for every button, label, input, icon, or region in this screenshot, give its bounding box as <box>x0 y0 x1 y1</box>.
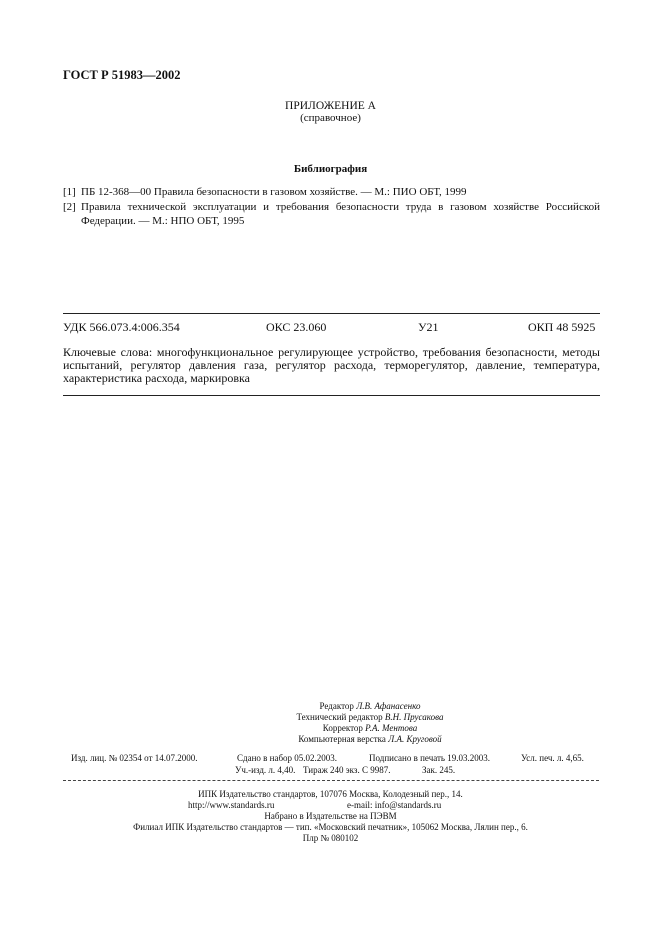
reference-text: Правила технической эксплуатации и требования безопасности труда в газовом хозяйстве Российской Федерации. — М.: НПО ОБТ, 1995 <box>81 201 600 227</box>
editor-line: Редактор Л.В. Афанасенко <box>319 701 421 711</box>
reference-number: [2] <box>63 201 76 213</box>
branch-address: Филиал ИПК Издательство стандартов — тип. «Московский печатник», 105062 Москва, Лялин пер., 6. <box>133 822 528 832</box>
imprint-divider <box>63 780 599 781</box>
appendix-subtitle: (справочное) <box>300 112 361 124</box>
order-number: Зак. 245. <box>422 765 456 775</box>
editor-line: Компьютерная верстка Л.А. Круговой <box>298 734 442 744</box>
editor-line: Корректор Р.А. Ментова <box>322 723 418 733</box>
publisher-sheets: Уч.-изд. л. 4,40. <box>235 765 296 775</box>
website-link[interactable]: http://www.standards.ru <box>188 800 275 810</box>
u-code: У21 <box>418 320 439 334</box>
publisher-address: ИПК Издательство стандартов, 107076 Москва, Колодезный пер., 14. <box>198 789 463 799</box>
keywords: Ключевые слова: многофункциональное регулирующее устройство, требования безопасности, методы испытаний, регулятор давления газа, регулятор расхода, терморегулятор, давление, температура, характеристика расхода, маркировка <box>63 345 600 385</box>
bibliography-title: Библиография <box>293 163 368 175</box>
top-divider <box>63 313 600 314</box>
reference-text: ПБ 12-368—00 Правила безопасности в газовом хозяйстве. — М.: ПИО ОБТ, 1999 <box>81 186 467 198</box>
sent-to-typeset: Сдано в набор 05.02.2003. <box>237 753 338 763</box>
bibliography-item <box>63 185 600 199</box>
print-sheets: Усл. печ. л. 4,65. <box>521 753 584 763</box>
bibliography-item <box>63 200 600 228</box>
oks-code: ОКС 23.060 <box>266 320 327 334</box>
reference-number: [1] <box>63 186 76 198</box>
appendix-title: ПРИЛОЖЕНИЕ А <box>285 100 376 112</box>
signed-to-print: Подписано в печать 19.03.2003. <box>369 753 491 763</box>
plr-number: Плр № 080102 <box>302 833 359 843</box>
typeset-note: Набрано в Издательстве на ПЭВМ <box>264 811 397 821</box>
email-link[interactable]: e-mail: info@standards.ru <box>347 800 442 810</box>
okp-code: ОКП 48 5925 <box>528 320 596 334</box>
print-run: Тираж 240 экз. С 9987. <box>303 765 391 775</box>
license-info: Изд. лиц. № 02354 от 14.07.2000. <box>71 753 198 763</box>
standard-number: ГОСТ Р 51983—2002 <box>63 68 181 82</box>
udk-code: УДК 566.073.4:006.354 <box>63 320 180 334</box>
editor-line: Технический редактор В.Н. Прусакова <box>296 712 444 722</box>
bottom-divider <box>63 395 600 396</box>
